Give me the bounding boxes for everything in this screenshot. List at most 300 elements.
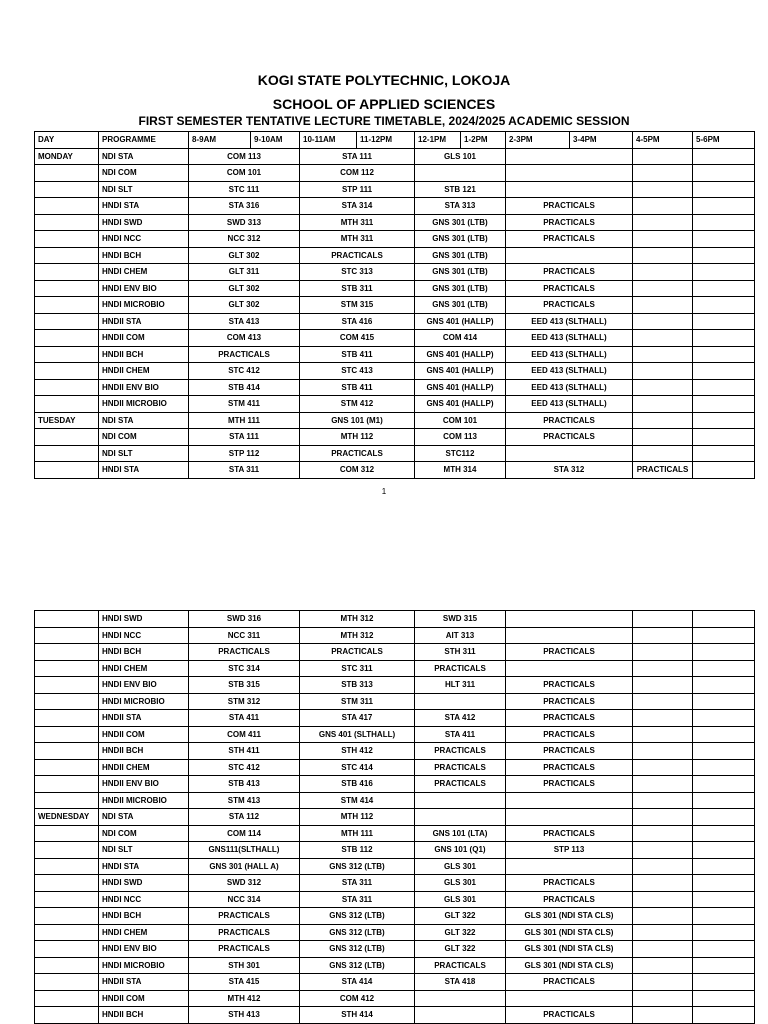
course-cell bbox=[415, 165, 506, 182]
course-cell: AIT 313 bbox=[415, 627, 506, 644]
course-cell bbox=[693, 825, 755, 842]
programme-cell: NDI SLT bbox=[99, 181, 189, 198]
course-cell: COM 113 bbox=[415, 429, 506, 446]
course-cell bbox=[693, 743, 755, 760]
day-cell bbox=[35, 379, 99, 396]
timetable-body-1 bbox=[35, 148, 755, 478]
table-row bbox=[35, 990, 755, 1007]
course-cell: PRACTICALS bbox=[506, 677, 633, 694]
course-cell: MTH 412 bbox=[189, 990, 300, 1007]
course-cell: STM 413 bbox=[189, 792, 300, 809]
course-cell bbox=[506, 445, 633, 462]
course-cell: STB 411 bbox=[300, 379, 415, 396]
table-row bbox=[35, 776, 755, 793]
course-cell bbox=[506, 627, 633, 644]
course-cell: STH 414 bbox=[300, 1007, 415, 1024]
course-cell bbox=[693, 677, 755, 694]
table-row bbox=[35, 627, 755, 644]
course-cell: GLS 301 bbox=[415, 858, 506, 875]
course-cell: SWD 312 bbox=[189, 875, 300, 892]
programme-cell: HNDII ENV BIO bbox=[99, 776, 189, 793]
day-cell bbox=[35, 1007, 99, 1024]
course-cell bbox=[506, 990, 633, 1007]
programme-cell: NDI STA bbox=[99, 412, 189, 429]
course-cell bbox=[633, 247, 693, 264]
course-cell: STA 415 bbox=[189, 974, 300, 991]
header-day: DAY bbox=[35, 132, 99, 149]
course-cell: COM 312 bbox=[300, 462, 415, 479]
course-cell bbox=[633, 660, 693, 677]
table-row bbox=[35, 710, 755, 727]
course-cell: PRACTICALS bbox=[506, 776, 633, 793]
header-programme: PROGRAMME bbox=[99, 132, 189, 149]
programme-cell: HNDII CHEM bbox=[99, 759, 189, 776]
course-cell: PRACTICALS bbox=[506, 264, 633, 281]
course-cell bbox=[633, 280, 693, 297]
header-slot: 4-5PM bbox=[633, 132, 693, 149]
programme-cell: HNDI NCC bbox=[99, 627, 189, 644]
course-cell bbox=[633, 974, 693, 991]
course-cell: GNS 401 (HALLP) bbox=[415, 346, 506, 363]
course-cell: GNS 301 (LTB) bbox=[415, 264, 506, 281]
course-cell: GNS 301 (LTB) bbox=[415, 280, 506, 297]
course-cell: GNS 401 (HALLP) bbox=[415, 379, 506, 396]
course-cell bbox=[415, 693, 506, 710]
course-cell bbox=[633, 891, 693, 908]
course-cell: GNS 301 (LTB) bbox=[415, 297, 506, 314]
programme-cell: HNDI STA bbox=[99, 198, 189, 215]
course-cell bbox=[633, 181, 693, 198]
table-row bbox=[35, 445, 755, 462]
course-cell: COM 101 bbox=[189, 165, 300, 182]
table-row bbox=[35, 462, 755, 479]
course-cell bbox=[633, 875, 693, 892]
course-cell: STB 416 bbox=[300, 776, 415, 793]
course-cell: STA 314 bbox=[300, 198, 415, 215]
course-cell: STB 112 bbox=[300, 842, 415, 859]
programme-cell: HNDII STA bbox=[99, 710, 189, 727]
programme-cell: HNDI BCH bbox=[99, 247, 189, 264]
day-cell bbox=[35, 677, 99, 694]
day-cell bbox=[35, 214, 99, 231]
course-cell: HLT 311 bbox=[415, 677, 506, 694]
course-cell bbox=[693, 148, 755, 165]
course-cell: GLT 302 bbox=[189, 297, 300, 314]
course-cell bbox=[633, 957, 693, 974]
course-cell: PRACTICALS bbox=[300, 644, 415, 661]
course-cell: MTH 314 bbox=[415, 462, 506, 479]
course-cell: COM 114 bbox=[189, 825, 300, 842]
programme-cell: HNDII CHEM bbox=[99, 363, 189, 380]
course-cell: GNS 312 (LTB) bbox=[300, 858, 415, 875]
course-cell: NCC 311 bbox=[189, 627, 300, 644]
day-cell bbox=[35, 726, 99, 743]
course-cell: MTH 312 bbox=[300, 627, 415, 644]
course-cell: PRACTICALS bbox=[506, 198, 633, 215]
course-cell: GNS111(SLTHALL) bbox=[189, 842, 300, 859]
course-cell: PRACTICALS bbox=[189, 644, 300, 661]
course-cell: PRACTICALS bbox=[506, 710, 633, 727]
course-cell: GNS 401 (HALLP) bbox=[415, 363, 506, 380]
programme-cell: NDI STA bbox=[99, 809, 189, 826]
course-cell: STC 313 bbox=[300, 264, 415, 281]
course-cell bbox=[693, 809, 755, 826]
table-row bbox=[35, 644, 755, 661]
course-cell: PRACTICALS bbox=[506, 759, 633, 776]
course-cell: NCC 314 bbox=[189, 891, 300, 908]
course-cell: STB 413 bbox=[189, 776, 300, 793]
course-cell: GNS 401 (HALLP) bbox=[415, 313, 506, 330]
course-cell: PRACTICALS bbox=[506, 1007, 633, 1024]
table-row bbox=[35, 677, 755, 694]
day-cell bbox=[35, 743, 99, 760]
school-title: SCHOOL OF APPLIED SCIENCES bbox=[272, 96, 496, 112]
course-cell: PRACTICALS bbox=[189, 908, 300, 925]
course-cell: GNS 301 (LTB) bbox=[415, 214, 506, 231]
table-row bbox=[35, 231, 755, 248]
course-cell: STM 412 bbox=[300, 396, 415, 413]
course-cell bbox=[633, 759, 693, 776]
course-cell: STB 414 bbox=[189, 379, 300, 396]
course-cell bbox=[415, 792, 506, 809]
table-row bbox=[35, 743, 755, 760]
day-cell bbox=[35, 181, 99, 198]
programme-cell: HNDI STA bbox=[99, 462, 189, 479]
course-cell: STB 411 bbox=[300, 346, 415, 363]
programme-cell: NDI SLT bbox=[99, 842, 189, 859]
day-cell bbox=[35, 693, 99, 710]
course-cell bbox=[633, 743, 693, 760]
course-cell bbox=[633, 858, 693, 875]
day-cell bbox=[35, 363, 99, 380]
table-row bbox=[35, 214, 755, 231]
page-number: 1 bbox=[381, 487, 387, 496]
course-cell: GNS 312 (LTB) bbox=[300, 941, 415, 958]
course-cell bbox=[633, 990, 693, 1007]
day-cell: TUESDAY bbox=[35, 412, 99, 429]
course-cell: GLS 301 (NDI STA CLS) bbox=[506, 941, 633, 958]
course-cell bbox=[693, 924, 755, 941]
programme-cell: HNDII BCH bbox=[99, 1007, 189, 1024]
programme-cell: HNDI CHEM bbox=[99, 660, 189, 677]
day-cell: MONDAY bbox=[35, 148, 99, 165]
course-cell: COM 412 bbox=[300, 990, 415, 1007]
course-cell bbox=[633, 809, 693, 826]
day-cell bbox=[35, 247, 99, 264]
day-cell bbox=[35, 445, 99, 462]
programme-cell: HNDI STA bbox=[99, 858, 189, 875]
course-cell: STC112 bbox=[415, 445, 506, 462]
programme-cell: HNDI CHEM bbox=[99, 924, 189, 941]
programme-cell: NDI COM bbox=[99, 825, 189, 842]
course-cell: PRACTICALS bbox=[189, 924, 300, 941]
header-slot: 1-2PM bbox=[461, 132, 506, 149]
course-cell bbox=[506, 809, 633, 826]
programme-cell: HNDII STA bbox=[99, 974, 189, 991]
course-cell bbox=[506, 165, 633, 182]
course-cell: STA 316 bbox=[189, 198, 300, 215]
table-row bbox=[35, 1007, 755, 1024]
course-cell bbox=[633, 1007, 693, 1024]
day-cell bbox=[35, 627, 99, 644]
programme-cell: NDI STA bbox=[99, 148, 189, 165]
table-row bbox=[35, 726, 755, 743]
course-cell: STA 414 bbox=[300, 974, 415, 991]
course-cell bbox=[633, 363, 693, 380]
course-cell bbox=[633, 726, 693, 743]
day-cell bbox=[35, 776, 99, 793]
course-cell: STP 112 bbox=[189, 445, 300, 462]
course-cell: GNS 312 (LTB) bbox=[300, 957, 415, 974]
day-cell bbox=[35, 825, 99, 842]
programme-cell: HNDI BCH bbox=[99, 644, 189, 661]
course-cell: STC 413 bbox=[300, 363, 415, 380]
course-cell: MTH 311 bbox=[300, 214, 415, 231]
course-cell bbox=[693, 990, 755, 1007]
course-cell: STH 412 bbox=[300, 743, 415, 760]
course-cell: GLS 301 bbox=[415, 891, 506, 908]
course-cell bbox=[415, 809, 506, 826]
table-row bbox=[35, 165, 755, 182]
timetable-title: FIRST SEMESTER TENTATIVE LECTURE TIMETABLE, 2024/2025 ACADEMIC SESSION bbox=[138, 114, 630, 128]
day-cell bbox=[35, 280, 99, 297]
table-row bbox=[35, 429, 755, 446]
course-cell: MTH 111 bbox=[300, 825, 415, 842]
day-cell bbox=[35, 858, 99, 875]
course-cell: PRACTICALS bbox=[506, 644, 633, 661]
course-cell bbox=[693, 330, 755, 347]
course-cell bbox=[633, 412, 693, 429]
course-cell: PRACTICALS bbox=[300, 247, 415, 264]
day-cell bbox=[35, 396, 99, 413]
course-cell bbox=[633, 644, 693, 661]
day-cell bbox=[35, 429, 99, 446]
programme-cell: HNDII COM bbox=[99, 726, 189, 743]
timetable-page-1 bbox=[34, 131, 755, 479]
course-cell: PRACTICALS bbox=[506, 231, 633, 248]
course-cell: COM 113 bbox=[189, 148, 300, 165]
day-cell bbox=[35, 313, 99, 330]
course-cell bbox=[693, 858, 755, 875]
course-cell: COM 101 bbox=[415, 412, 506, 429]
course-cell: PRACTICALS bbox=[506, 297, 633, 314]
course-cell bbox=[633, 231, 693, 248]
table-row bbox=[35, 974, 755, 991]
course-cell bbox=[633, 677, 693, 694]
programme-cell: HNDI MICROBIO bbox=[99, 693, 189, 710]
course-cell bbox=[693, 198, 755, 215]
day-cell bbox=[35, 660, 99, 677]
course-cell bbox=[633, 198, 693, 215]
course-cell: STA 312 bbox=[506, 462, 633, 479]
day-cell bbox=[35, 842, 99, 859]
course-cell: PRACTICALS bbox=[506, 825, 633, 842]
course-cell bbox=[693, 644, 755, 661]
course-cell bbox=[693, 660, 755, 677]
course-cell: GNS 101 (Q1) bbox=[415, 842, 506, 859]
course-cell bbox=[693, 363, 755, 380]
course-cell: EED 413 (SLTHALL) bbox=[506, 346, 633, 363]
course-cell: GNS 101 (M1) bbox=[300, 412, 415, 429]
course-cell: STM 411 bbox=[189, 396, 300, 413]
table-row bbox=[35, 809, 755, 826]
programme-cell: HNDII STA bbox=[99, 313, 189, 330]
course-cell: PRACTICALS bbox=[415, 660, 506, 677]
course-cell: GNS 301 (LTB) bbox=[415, 231, 506, 248]
course-cell bbox=[633, 776, 693, 793]
header-slot: 8-9AM bbox=[189, 132, 251, 149]
course-cell bbox=[633, 611, 693, 628]
course-cell: STB 313 bbox=[300, 677, 415, 694]
course-cell: STA 411 bbox=[415, 726, 506, 743]
course-cell: STM 414 bbox=[300, 792, 415, 809]
table-row bbox=[35, 280, 755, 297]
course-cell bbox=[693, 693, 755, 710]
course-cell: GLS 301 (NDI STA CLS) bbox=[506, 908, 633, 925]
table-row bbox=[35, 247, 755, 264]
course-cell bbox=[506, 148, 633, 165]
course-cell bbox=[633, 445, 693, 462]
course-cell: PRACTICALS bbox=[506, 280, 633, 297]
day-cell bbox=[35, 875, 99, 892]
course-cell bbox=[693, 181, 755, 198]
course-cell: STM 315 bbox=[300, 297, 415, 314]
course-cell: GNS 401 (HALLP) bbox=[415, 396, 506, 413]
course-cell bbox=[506, 660, 633, 677]
institution-title: KOGI STATE POLYTECHNIC, LOKOJA bbox=[257, 72, 511, 88]
table-row bbox=[35, 379, 755, 396]
day-cell bbox=[35, 611, 99, 628]
course-cell bbox=[633, 941, 693, 958]
course-cell bbox=[633, 792, 693, 809]
programme-cell: HNDI SWD bbox=[99, 214, 189, 231]
table-row bbox=[35, 412, 755, 429]
course-cell: STH 411 bbox=[189, 743, 300, 760]
course-cell bbox=[633, 214, 693, 231]
day-cell bbox=[35, 264, 99, 281]
programme-cell: HNDI ENV BIO bbox=[99, 280, 189, 297]
course-cell bbox=[693, 247, 755, 264]
day-cell bbox=[35, 924, 99, 941]
table-row bbox=[35, 875, 755, 892]
course-cell bbox=[693, 974, 755, 991]
programme-cell: HNDII MICROBIO bbox=[99, 396, 189, 413]
programme-cell: HNDI CHEM bbox=[99, 264, 189, 281]
day-cell bbox=[35, 198, 99, 215]
course-cell bbox=[693, 165, 755, 182]
course-cell: GNS 401 (SLTHALL) bbox=[300, 726, 415, 743]
course-cell bbox=[633, 429, 693, 446]
course-cell: PRACTICALS bbox=[506, 875, 633, 892]
course-cell: PRACTICALS bbox=[415, 759, 506, 776]
course-cell bbox=[693, 379, 755, 396]
course-cell bbox=[693, 1007, 755, 1024]
course-cell: MTH 312 bbox=[300, 611, 415, 628]
programme-cell: HNDI SWD bbox=[99, 611, 189, 628]
course-cell bbox=[693, 611, 755, 628]
course-cell: STA 311 bbox=[300, 875, 415, 892]
course-cell: COM 112 bbox=[300, 165, 415, 182]
course-cell: PRACTICALS bbox=[633, 462, 693, 479]
course-cell bbox=[693, 941, 755, 958]
course-cell: GLT 322 bbox=[415, 908, 506, 925]
table-row bbox=[35, 941, 755, 958]
day-cell bbox=[35, 908, 99, 925]
course-cell: STH 301 bbox=[189, 957, 300, 974]
course-cell: NCC 312 bbox=[189, 231, 300, 248]
course-cell: SWD 313 bbox=[189, 214, 300, 231]
course-cell bbox=[633, 148, 693, 165]
course-cell bbox=[633, 908, 693, 925]
course-cell: EED 413 (SLTHALL) bbox=[506, 379, 633, 396]
course-cell bbox=[693, 842, 755, 859]
course-cell bbox=[633, 379, 693, 396]
programme-cell: HNDI BCH bbox=[99, 908, 189, 925]
course-cell: STH 311 bbox=[415, 644, 506, 661]
course-cell bbox=[693, 396, 755, 413]
day-cell bbox=[35, 974, 99, 991]
course-cell: STA 418 bbox=[415, 974, 506, 991]
course-cell: EED 413 (SLTHALL) bbox=[506, 363, 633, 380]
day-cell bbox=[35, 990, 99, 1007]
course-cell bbox=[693, 759, 755, 776]
course-cell: STA 311 bbox=[300, 891, 415, 908]
table-row bbox=[35, 825, 755, 842]
programme-cell: HNDI ENV BIO bbox=[99, 677, 189, 694]
course-cell bbox=[693, 462, 755, 479]
table-row bbox=[35, 693, 755, 710]
programme-cell: HNDI MICROBIO bbox=[99, 957, 189, 974]
course-cell bbox=[633, 627, 693, 644]
programme-cell: NDI SLT bbox=[99, 445, 189, 462]
course-cell bbox=[633, 346, 693, 363]
course-cell: STB 311 bbox=[300, 280, 415, 297]
course-cell: PRACTICALS bbox=[506, 726, 633, 743]
table-row bbox=[35, 198, 755, 215]
programme-cell: HNDII MICROBIO bbox=[99, 792, 189, 809]
course-cell bbox=[693, 313, 755, 330]
course-cell: STA 412 bbox=[415, 710, 506, 727]
timetable-body-2 bbox=[35, 611, 755, 1024]
course-cell: STA 313 bbox=[415, 198, 506, 215]
course-cell: PRACTICALS bbox=[300, 445, 415, 462]
course-cell: STC 412 bbox=[189, 759, 300, 776]
course-cell: GNS 101 (LTA) bbox=[415, 825, 506, 842]
course-cell: PRACTICALS bbox=[189, 346, 300, 363]
course-cell: STB 315 bbox=[189, 677, 300, 694]
day-cell bbox=[35, 891, 99, 908]
programme-cell: HNDII COM bbox=[99, 330, 189, 347]
course-cell: STA 111 bbox=[189, 429, 300, 446]
table-row bbox=[35, 611, 755, 628]
course-cell: STA 112 bbox=[189, 809, 300, 826]
course-cell bbox=[633, 297, 693, 314]
course-cell: COM 414 bbox=[415, 330, 506, 347]
course-cell: STM 312 bbox=[189, 693, 300, 710]
course-cell: GNS 312 (LTB) bbox=[300, 924, 415, 941]
course-cell: GLT 322 bbox=[415, 941, 506, 958]
table-row bbox=[35, 924, 755, 941]
day-cell bbox=[35, 710, 99, 727]
course-cell: PRACTICALS bbox=[506, 693, 633, 710]
day-cell bbox=[35, 165, 99, 182]
course-cell bbox=[693, 214, 755, 231]
course-cell bbox=[506, 792, 633, 809]
course-cell: EED 413 (SLTHALL) bbox=[506, 396, 633, 413]
course-cell: GLT 311 bbox=[189, 264, 300, 281]
course-cell: GLS 301 (NDI STA CLS) bbox=[506, 924, 633, 941]
course-cell bbox=[633, 825, 693, 842]
